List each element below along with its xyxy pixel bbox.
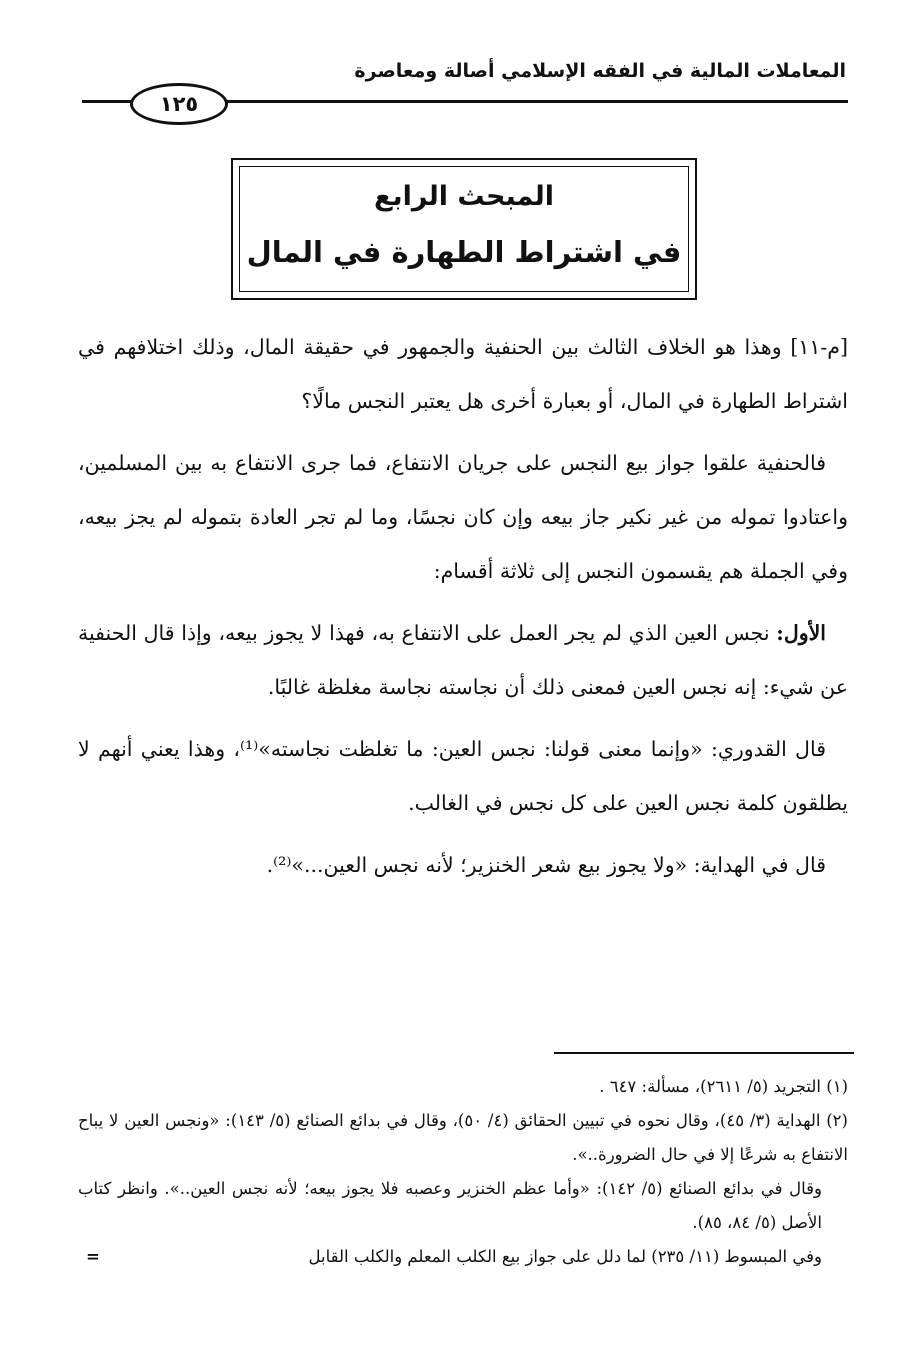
chapter-title-line1: المبحث الرابع	[374, 181, 554, 212]
page-number: ١٢٥	[130, 83, 228, 125]
paragraph-3	[78, 606, 848, 714]
paragraph-3-lead: الأول:	[776, 621, 826, 645]
running-header-title: المعاملات المالية في الفقه الإسلامي أصالة ومعاصرة	[354, 60, 846, 82]
paragraph-4: قال القدوري: «وإنما معنى قولنا: نجس العين: ما تغلظت نجاسته»⁽¹⁾، وهذا يعني أنهم لا يطلقون كلمة نجس العين على كل نجس في الغالب.	[78, 737, 848, 815]
paragraph-3-text: نجس العين الذي لم يجر العمل على الانتفاع به، فهذا لا يجوز بيعه، وإذا قال الحنفية عن شيء: إنه نجس العين فمعنى ذلك أن نجاسته نجاسة مغلظة غالبًا.	[78, 621, 848, 699]
paragraph-1: [م-١١] وهذا هو الخلاف الثالث بين الحنفية والجمهور في حقيقة المال، وذلك اختلافهم في اشتراط الطهارة في المال، أو بعبارة أخرى هل يعتبر النجس مالًا؟	[78, 335, 848, 413]
footnote-2-continued: وقال في بدائع الصنائع (٥/ ١٤٢): «وأما عظم الخنزير وعصبه فلا يجوز بيعه؛ لأنه نجس العين..». وانظر كتاب الأصل (٥/ ٨٤، ٨٥).	[78, 1179, 822, 1232]
chapter-title-box	[231, 158, 697, 300]
paragraph-5: قال في الهداية: «ولا يجوز بيع شعر الخنزير؛ لأنه نجس العين...»⁽²⁾.	[266, 853, 826, 877]
footnote-2-final-line	[78, 1240, 848, 1274]
continuation-mark: =	[86, 1247, 100, 1266]
footnote-2-final-text: وفي المبسوط (١١/ ٢٣٥) لما دلل على جواز بيع الكلب المعلم والكلب القابل	[308, 1247, 822, 1266]
footnote-1: (١) التجريد (٥/ ٢٦١١)، مسألة: ٦٤٧ .	[599, 1077, 848, 1096]
footnote-2: (٢) الهداية (٣/ ٤٥)، وقال نحوه في تبيين الحقائق (٤/ ٥٠)، وقال في بدائع الصنائع (٥/ ١٤٣): «ونجس العين لا يباح الانتفاع به شرعًا إلا في حال الضرورة..».	[78, 1111, 848, 1164]
chapter-title-inner-frame	[239, 166, 689, 292]
chapter-title-line2: في اشتراط الطهارة في المال	[246, 235, 682, 269]
paragraph-2: فالحنفية علقوا جواز بيع النجس على جريان الانتفاع، فما جرى الانتفاع به بين المسلمين، واعتادوا تموله من غير نكير جاز بيعه وإن كان نجسًا، وما لم تجر العادة بتموله لم يجز بيعه، وفي الجملة هم يقسمون النجس إلى ثلاثة أقسام:	[78, 451, 849, 583]
footnotes	[78, 1070, 848, 1274]
footnote-separator	[554, 1052, 854, 1054]
body-text	[78, 320, 848, 900]
